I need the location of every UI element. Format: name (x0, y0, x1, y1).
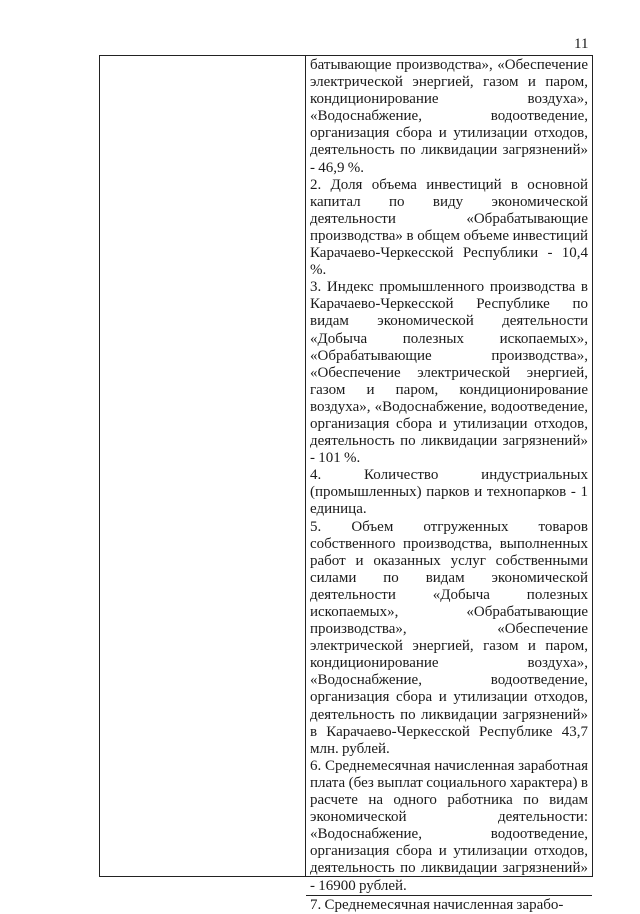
indicator-paragraph-7: 7. Среднемесячная начисленная зарабо- (306, 895, 592, 914)
right-column-content (306, 56, 592, 913)
indicator-paragraph-continuation: батывающие производства», «Обеспечение электрической энергией, газом и паром, кондиционирование воздуха», «Водоснабжение, водоотведение, организация сбора и утилизации отходов, деятельность по ликвидации загрязнений» - 46,9 %. (310, 57, 588, 176)
page-number: 11 (574, 36, 589, 52)
table-row (100, 56, 593, 877)
indicator-paragraph-3: 3. Индекс промышленного производства в Карачаево-Черкесской Республике по видам экономической деятельности «Добыча полезных ископаемых», «Обрабатывающие производства», «Обеспечение электрической энергией, газом и паром, кондиционирование воздуха», «Водоснабжение, водоотведение, организация сбора и утилизации отходов, деятельность по ликвидации загрязнений» - 101 %. (310, 279, 588, 467)
left-column-cell (100, 56, 306, 877)
indicator-paragraph-6: 6. Среднемесячная начисленная заработная плата (без выплат социального характера) в расчете на одного работника по видам экономической деятельности: «Водоснабжение, водоотведение, организация сбора и утилизации отходов, деятельность по ликвидации загрязнений» - 16900 рублей. (310, 757, 588, 894)
right-column-cell (306, 56, 593, 913)
indicator-paragraph-2: 2. Доля объема инвестиций в основной капитал по виду экономической деятельности «Обрабатывающие производства» в общем объеме инвестиций Карачаево-Черкесской Республики - 10,4 %. (310, 176, 588, 279)
indicator-paragraph-4: 4. Количество индустриальных (промышленных) парков и технопарков - 1 единица. (310, 467, 588, 518)
document-table (99, 55, 593, 913)
indicator-paragraph-5: 5. Объем отгруженных товаров собственного производства, выполненных работ и оказанных услуг собственными силами по видам экономической деятельности «Добыча полезных ископаемых», «Обрабатывающие производства», «Обеспечение электрической энергией, газом и паром, кондиционирование воздуха», «Водоснабжение, водоотведение, организация сбора и утилизации отходов, деятельность по ликвидации загрязнений» в Карачаево-Черкесской Республике 43,7 млн. рублей. (310, 518, 588, 757)
